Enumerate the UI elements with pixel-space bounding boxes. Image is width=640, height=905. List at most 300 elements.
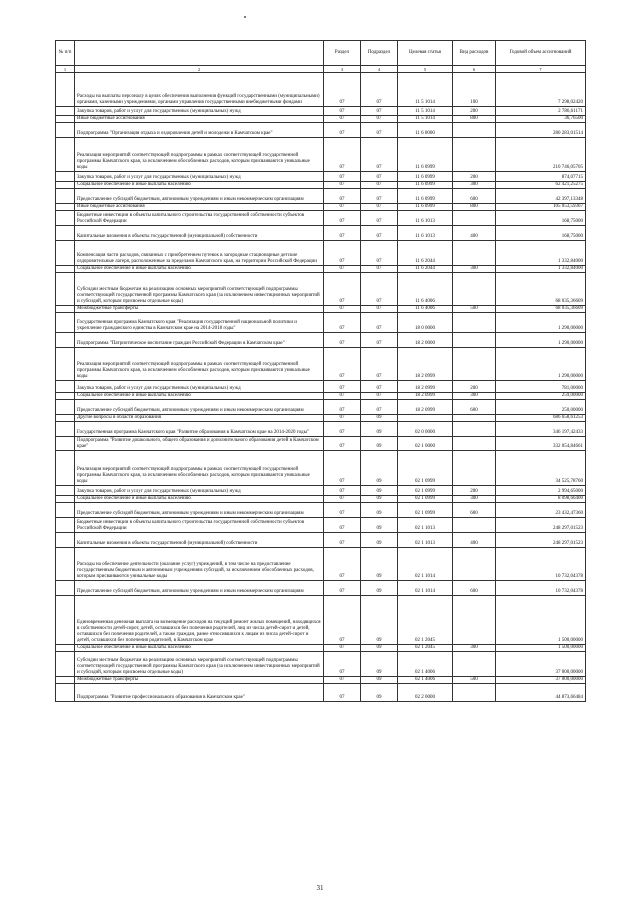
row-amount-cell: 248 297,01523 bbox=[496, 533, 586, 548]
table-row bbox=[56, 333, 586, 348]
row-name-cell: Предоставление субсидий бюджетным, автономным учреждениям и иным некоммерческим организациям bbox=[75, 400, 324, 415]
row-expense-type-cell bbox=[453, 241, 496, 266]
row-expense-type-cell: 400 bbox=[453, 533, 496, 548]
table-row bbox=[56, 116, 586, 123]
row-name-cell: Социальное обеспечение и иные выплаты населению bbox=[75, 393, 324, 400]
table-row bbox=[56, 503, 586, 518]
row-subsection-cell: 09 bbox=[361, 677, 398, 684]
row-expense-type-cell bbox=[453, 684, 496, 702]
row-amount-cell: 2 786,61171 bbox=[496, 107, 586, 116]
row-target-article-cell: 02 0 0000 bbox=[398, 422, 453, 437]
table-row bbox=[56, 381, 586, 393]
row-target-article-cell: 11 5 1014 bbox=[398, 73, 453, 107]
row-number-cell bbox=[56, 182, 75, 189]
table-row bbox=[56, 107, 586, 116]
row-number-cell bbox=[56, 684, 75, 702]
row-name-cell: Закупка товаров, работ и услуг для государственных (муниципальных) нужд bbox=[75, 172, 324, 182]
row-section-cell: 07 bbox=[324, 451, 361, 486]
row-amount-cell: 210 746,05705 bbox=[496, 138, 586, 172]
row-amount-cell: 68 035,36609 bbox=[496, 273, 586, 306]
table-row bbox=[56, 73, 586, 107]
row-subsection-cell: 07 bbox=[361, 333, 398, 348]
row-number-cell bbox=[56, 172, 75, 182]
row-name-cell: Предоставление субсидий бюджетным, автономным учреждениям и иным некоммерческим организациям bbox=[75, 581, 324, 596]
table-row bbox=[56, 393, 586, 400]
row-target-article-cell: 18 2 0999 bbox=[398, 348, 453, 381]
row-number-cell bbox=[56, 503, 75, 518]
row-section-cell: 07 bbox=[324, 73, 361, 107]
row-number-cell bbox=[56, 226, 75, 241]
row-expense-type-cell bbox=[453, 437, 496, 451]
row-amount-cell: 259,00000 bbox=[496, 393, 586, 400]
row-name-cell: Другие вопросы в области образования bbox=[75, 415, 324, 422]
row-amount-cell: 332 054,84661 bbox=[496, 437, 586, 451]
row-number-cell bbox=[56, 273, 75, 306]
row-section-cell: 07 bbox=[324, 415, 361, 422]
row-number-cell bbox=[56, 393, 75, 400]
row-expense-type-cell bbox=[453, 548, 496, 581]
row-name-cell: Подпрограмма "Патриотическое воспитание граждан Российской Федерации в Камчатском крае" bbox=[75, 333, 324, 348]
row-expense-type-cell: 600 bbox=[453, 189, 496, 204]
row-section-cell: 07 bbox=[324, 677, 361, 684]
row-amount-cell: 42 397,13348 bbox=[496, 189, 586, 204]
row-expense-type-cell: 600 bbox=[453, 503, 496, 518]
row-name-cell: Социальное обеспечение и иные выплаты населению bbox=[75, 645, 324, 652]
row-name-cell: Подпрограмма "Развитие профессионального образования в Камчатском крае" bbox=[75, 684, 324, 702]
row-amount-cell: 168,75000 bbox=[496, 211, 586, 226]
row-name-cell: Предоставление субсидий бюджетным, автономным учреждениям и иным некоммерческим организациям bbox=[75, 189, 324, 204]
row-expense-type-cell bbox=[453, 596, 496, 645]
row-section-cell: 07 bbox=[324, 381, 361, 393]
row-subsection-cell: 07 bbox=[361, 182, 398, 189]
row-number-cell bbox=[56, 596, 75, 645]
header-cell-name bbox=[75, 41, 324, 66]
row-section-cell: 07 bbox=[324, 226, 361, 241]
table-row bbox=[56, 422, 586, 437]
row-section-cell: 07 bbox=[324, 138, 361, 172]
row-subsection-cell: 07 bbox=[361, 172, 398, 182]
row-section-cell: 07 bbox=[324, 306, 361, 313]
row-target-article-cell: 11 6 0000 bbox=[398, 123, 453, 138]
row-target-article-cell: 02 1 2045 bbox=[398, 645, 453, 652]
row-target-article-cell: 02 1 0999 bbox=[398, 496, 453, 503]
row-target-article-cell: 02 1 1013 bbox=[398, 533, 453, 548]
row-subsection-cell: 07 bbox=[361, 400, 398, 415]
row-subsection-cell: 07 bbox=[361, 123, 398, 138]
row-subsection-cell: 09 bbox=[361, 503, 398, 518]
row-name-cell: Подпрограмма "Организация отдыха и оздоровления детей и молодежи в Камчатском крае" bbox=[75, 123, 324, 138]
table-row bbox=[56, 533, 586, 548]
row-subsection-cell: 09 bbox=[361, 581, 398, 596]
row-amount-cell: 781,00000 bbox=[496, 381, 586, 393]
row-section-cell: 07 bbox=[324, 652, 361, 677]
row-number-cell bbox=[56, 189, 75, 204]
row-expense-type-cell bbox=[453, 415, 496, 422]
row-section-cell: 07 bbox=[324, 333, 361, 348]
table-row bbox=[56, 684, 586, 702]
table-row bbox=[56, 677, 586, 684]
budget-table bbox=[55, 40, 586, 702]
row-subsection-cell: 09 bbox=[361, 684, 398, 702]
row-number-cell bbox=[56, 211, 75, 226]
row-amount-cell: 248 297,01523 bbox=[496, 518, 586, 533]
row-name-cell: Социальное обеспечение и иные выплаты населению bbox=[75, 496, 324, 503]
row-target-article-cell: 02 1 0999 bbox=[398, 486, 453, 496]
row-number-cell bbox=[56, 204, 75, 211]
row-expense-type-cell bbox=[453, 652, 496, 677]
row-section-cell: 07 bbox=[324, 241, 361, 266]
row-number-cell bbox=[56, 107, 75, 116]
row-subsection-cell: 09 bbox=[361, 533, 398, 548]
row-amount-cell: 1 290,00000 bbox=[496, 313, 586, 333]
table-row bbox=[56, 437, 586, 451]
row-subsection-cell: 07 bbox=[361, 189, 398, 204]
table-row bbox=[56, 645, 586, 652]
row-amount-cell: 37 000,00000 bbox=[496, 652, 586, 677]
row-amount-cell: 874,07715 bbox=[496, 172, 586, 182]
row-name-cell: Расходы на выплаты персоналу в целях обеспечения выполнения функций государственными (муниципальными) органами, казенными учреждениями, органами управления государственными внебюджетными фондами bbox=[75, 73, 324, 107]
row-name-cell: Социальное обеспечение и иные выплаты населению bbox=[75, 182, 324, 189]
row-section-cell: 07 bbox=[324, 211, 361, 226]
row-expense-type-cell bbox=[453, 123, 496, 138]
row-subsection-cell: 07 bbox=[361, 266, 398, 273]
row-name-cell: Капитальные вложения в объекты государственной (муниципальной) собственности bbox=[75, 226, 324, 241]
row-target-article-cell: 02 1 0999 bbox=[398, 503, 453, 518]
header-cell-section: Раздел bbox=[324, 41, 361, 66]
row-amount-cell: 250,00000 bbox=[496, 400, 586, 415]
row-target-article-cell: 11 5 1014 bbox=[398, 116, 453, 123]
row-subsection-cell: 07 bbox=[361, 211, 398, 226]
row-number-cell bbox=[56, 645, 75, 652]
table-row bbox=[56, 226, 586, 241]
row-amount-cell: 168,75000 bbox=[496, 226, 586, 241]
row-amount-cell: 37 000,00000 bbox=[496, 677, 586, 684]
row-number-cell bbox=[56, 652, 75, 677]
row-section-cell: 07 bbox=[324, 348, 361, 381]
row-section-cell: 07 bbox=[324, 486, 361, 496]
row-section-cell: 07 bbox=[324, 496, 361, 503]
column-number: 3 bbox=[324, 66, 361, 73]
row-name-cell: Реализация мероприятий соответствующей подпрограммы в рамках соответствующей государственной программы Камчатского края, за исключением обособленных расходов, которым присваиваются уникальные коды bbox=[75, 138, 324, 172]
row-amount-cell: 34 525,78760 bbox=[496, 451, 586, 486]
row-name-cell: Межбюджетные трансферты bbox=[75, 677, 324, 684]
table-row bbox=[56, 189, 586, 204]
row-expense-type-cell: 300 bbox=[453, 266, 496, 273]
row-name-cell: Субсидии местным бюджетам на реализацию основных мероприятий соответствующей подпрограммы соответствующей государственной программы Камчатского края (за исключением инвестиционных мероприятий и субсидий, которым присвоены отдельные коды) bbox=[75, 273, 324, 306]
row-subsection-cell: 07 bbox=[361, 226, 398, 241]
column-number-row bbox=[56, 66, 586, 73]
row-name-cell: Социальное обеспечение и иные выплаты населению bbox=[75, 266, 324, 273]
table-row bbox=[56, 548, 586, 581]
header-cell-target-article: Целевая статья bbox=[398, 41, 453, 66]
row-section-cell: 07 bbox=[324, 189, 361, 204]
row-name-cell: Межбюджетные трансферты bbox=[75, 306, 324, 313]
row-section-cell: 07 bbox=[324, 645, 361, 652]
row-amount-cell: 8 098,66400 bbox=[496, 496, 586, 503]
row-amount-cell: 1 290,00000 bbox=[496, 333, 586, 348]
column-number: 6 bbox=[453, 66, 496, 73]
row-number-cell bbox=[56, 548, 75, 581]
scan-mark bbox=[244, 16, 246, 18]
row-subsection-cell: 07 bbox=[361, 73, 398, 107]
row-target-article-cell: 18 2 0999 bbox=[398, 393, 453, 400]
row-subsection-cell: 07 bbox=[361, 107, 398, 116]
row-expense-type-cell: 800 bbox=[453, 204, 496, 211]
table-row bbox=[56, 138, 586, 172]
row-subsection-cell: 07 bbox=[361, 381, 398, 393]
row-amount-cell: 2 994,65000 bbox=[496, 486, 586, 496]
row-target-article-cell: 02 1 2045 bbox=[398, 596, 453, 645]
row-name-cell: Расходы на обеспечение деятельности (оказание услуг) учреждений, в том числе на предоставление государственным бюджетным и автономным учреждениям субсидий, за исключением обособленных расходов, которым присваиваются уникальные коды bbox=[75, 548, 324, 581]
row-section-cell: 07 bbox=[324, 107, 361, 116]
row-target-article-cell: 18 2 0999 bbox=[398, 381, 453, 393]
row-subsection-cell: 07 bbox=[361, 313, 398, 333]
row-expense-type-cell bbox=[453, 273, 496, 306]
row-target-article-cell: 02 1 4006 bbox=[398, 677, 453, 684]
row-expense-type-cell: 500 bbox=[453, 306, 496, 313]
row-amount-cell: 346 197,42433 bbox=[496, 422, 586, 437]
table-row bbox=[56, 496, 586, 503]
row-name-cell: Реализация мероприятий соответствующей подпрограммы в рамках соответствующей государственной программы Камчатского края, за исключением обособленных расходов, которым присваиваются уникальные коды bbox=[75, 348, 324, 381]
table-row bbox=[56, 451, 586, 486]
table-row bbox=[56, 313, 586, 333]
row-target-article-cell: 11 6 0999 bbox=[398, 189, 453, 204]
row-expense-type-cell: 200 bbox=[453, 381, 496, 393]
row-expense-type-cell: 600 bbox=[453, 581, 496, 596]
table-row bbox=[56, 241, 586, 266]
row-number-cell bbox=[56, 313, 75, 333]
row-number-cell bbox=[56, 241, 75, 266]
row-name-cell: Единовременная денежная выплата на возмещение расходов на текущий ремонт жилых помещений, находящихся в собственности детей-сирот, детей, оставшихся без попечения родителей, лиц из числа детей-сирот и детей, оставшихся без попечения родителей, а также граждан, ранее относившихся к лицам из числа детей-сирот и детей, оставшихся без попечения родителей, в Камчатском крае bbox=[75, 596, 324, 645]
row-number-cell bbox=[56, 422, 75, 437]
row-amount-cell: 10 732,04378 bbox=[496, 581, 586, 596]
row-expense-type-cell: 300 bbox=[453, 496, 496, 503]
row-subsection-cell: 07 bbox=[361, 348, 398, 381]
row-number-cell bbox=[56, 348, 75, 381]
table-row bbox=[56, 581, 586, 596]
row-section-cell: 07 bbox=[324, 393, 361, 400]
table-row bbox=[56, 182, 586, 189]
row-amount-cell: 1 332,84000 bbox=[496, 266, 586, 273]
row-expense-type-cell: 800 bbox=[453, 116, 496, 123]
row-target-article-cell: 11 6 2044 bbox=[398, 266, 453, 273]
row-target-article-cell: 02 2 0000 bbox=[398, 684, 453, 702]
row-subsection-cell: 07 bbox=[361, 393, 398, 400]
row-number-cell bbox=[56, 333, 75, 348]
row-name-cell: Бюджетные инвестиции в объекты капитального строительства государственной собственности субъектов Российской Федерации bbox=[75, 211, 324, 226]
row-target-article-cell: 11 6 1013 bbox=[398, 226, 453, 241]
row-subsection-cell: 09 bbox=[361, 486, 398, 496]
column-number: 5 bbox=[398, 66, 453, 73]
table-row bbox=[56, 266, 586, 273]
row-target-article-cell: 18 2 0000 bbox=[398, 333, 453, 348]
row-name-cell: Иные бюджетные ассигнования bbox=[75, 116, 324, 123]
table-body bbox=[56, 73, 586, 702]
row-name-cell: Бюджетные инвестиции в объекты капитального строительства государственной собственности субъектов Российской Федерации bbox=[75, 518, 324, 533]
row-number-cell bbox=[56, 123, 75, 138]
row-target-article-cell: 11 5 1014 bbox=[398, 107, 453, 116]
row-subsection-cell: 09 bbox=[361, 645, 398, 652]
row-section-cell: 07 bbox=[324, 266, 361, 273]
row-section-cell: 07 bbox=[324, 437, 361, 451]
row-expense-type-cell bbox=[453, 313, 496, 333]
column-number: 7 bbox=[496, 66, 586, 73]
row-expense-type-cell bbox=[453, 518, 496, 533]
row-expense-type-cell bbox=[453, 451, 496, 486]
row-expense-type-cell bbox=[453, 422, 496, 437]
row-subsection-cell: 09 bbox=[361, 437, 398, 451]
row-number-cell bbox=[56, 518, 75, 533]
row-number-cell bbox=[56, 306, 75, 313]
row-expense-type-cell: 600 bbox=[453, 400, 496, 415]
row-name-cell: Государственная программа Камчатского края "Реализация государственной национальной политики и укрепление гражданского единства в Камчатском крае на 2014-2018 годы" bbox=[75, 313, 324, 333]
row-amount-cell: 10 732,04378 bbox=[496, 548, 586, 581]
row-name-cell: Реализация мероприятий соответствующей подпрограммы в рамках соответствующей государственной программы Камчатского края, за исключением обособленных расходов, которым присваиваются уникальные коды bbox=[75, 451, 324, 486]
row-expense-type-cell: 300 bbox=[453, 182, 496, 189]
row-amount-cell: 280 283,01514 bbox=[496, 123, 586, 138]
row-number-cell bbox=[56, 486, 75, 496]
row-number-cell bbox=[56, 400, 75, 415]
row-target-article-cell: 02 1 1014 bbox=[398, 548, 453, 581]
header-cell-annual-volume: Годовой объем ассигнований bbox=[496, 41, 586, 66]
row-subsection-cell: 07 bbox=[361, 204, 398, 211]
row-target-article-cell: 18 2 0999 bbox=[398, 400, 453, 415]
row-amount-cell: 7 298,02420 bbox=[496, 73, 586, 107]
row-number-cell bbox=[56, 437, 75, 451]
row-name-cell: Закупка товаров, работ и услуг для государственных (муниципальных) нужд bbox=[75, 107, 324, 116]
row-expense-type-cell: 300 bbox=[453, 645, 496, 652]
row-target-article-cell: 11 6 0999 bbox=[398, 182, 453, 189]
row-number-cell bbox=[56, 266, 75, 273]
row-amount-cell: 1 500,00000 bbox=[496, 645, 586, 652]
row-section-cell: 07 bbox=[324, 182, 361, 189]
row-number-cell bbox=[56, 496, 75, 503]
table-row bbox=[56, 273, 586, 306]
table-row bbox=[56, 596, 586, 645]
table-row bbox=[56, 486, 586, 496]
column-number: 2 bbox=[75, 66, 324, 73]
row-section-cell: 07 bbox=[324, 172, 361, 182]
row-number-cell bbox=[56, 73, 75, 107]
column-number: 4 bbox=[361, 66, 398, 73]
row-section-cell: 07 bbox=[324, 518, 361, 533]
row-expense-type-cell: 500 bbox=[453, 677, 496, 684]
table-row bbox=[56, 400, 586, 415]
row-target-article-cell: 11 6 0999 bbox=[398, 204, 453, 211]
row-number-cell bbox=[56, 415, 75, 422]
row-subsection-cell: 07 bbox=[361, 241, 398, 266]
row-subsection-cell: 09 bbox=[361, 415, 398, 422]
row-amount-cell: 44 873,66484 bbox=[496, 684, 586, 702]
row-subsection-cell: 07 bbox=[361, 273, 398, 306]
table-row bbox=[56, 204, 586, 211]
row-number-cell bbox=[56, 138, 75, 172]
row-section-cell: 07 bbox=[324, 273, 361, 306]
row-name-cell: Предоставление субсидий бюджетным, автономным учреждениям и иным некоммерческим организациям bbox=[75, 503, 324, 518]
row-number-cell bbox=[56, 451, 75, 486]
table-row bbox=[56, 172, 586, 182]
header-cell-number: № п/п bbox=[56, 41, 75, 66]
row-subsection-cell: 09 bbox=[361, 422, 398, 437]
row-amount-cell: 105 053,59367 bbox=[496, 204, 586, 211]
row-amount-cell: 23 432,47360 bbox=[496, 503, 586, 518]
row-name-cell: Компенсация части расходов, связанных с приобретением путевок в загородные стационарные детские оздоровительные лагеря, расположенные за пределами Камчатского края, на территории Российской Федерации bbox=[75, 241, 324, 266]
table-row bbox=[56, 415, 586, 422]
row-number-cell bbox=[56, 677, 75, 684]
row-section-cell: 07 bbox=[324, 422, 361, 437]
row-expense-type-cell bbox=[453, 138, 496, 172]
row-section-cell: 07 bbox=[324, 503, 361, 518]
row-subsection-cell: 09 bbox=[361, 548, 398, 581]
table-row bbox=[56, 348, 586, 381]
table-row bbox=[56, 306, 586, 313]
row-number-cell bbox=[56, 581, 75, 596]
table-row bbox=[56, 211, 586, 226]
row-name-cell: Закупка товаров, работ и услуг для государственных (муниципальных) нужд bbox=[75, 486, 324, 496]
header-cell-subsection: Подраздел bbox=[361, 41, 398, 66]
row-expense-type-cell: 300 bbox=[453, 393, 496, 400]
row-number-cell bbox=[56, 116, 75, 123]
row-amount-cell: 1 332,84000 bbox=[496, 241, 586, 266]
row-subsection-cell: 09 bbox=[361, 451, 398, 486]
table-row bbox=[56, 518, 586, 533]
row-amount-cell: 36,76500 bbox=[496, 116, 586, 123]
row-expense-type-cell bbox=[453, 211, 496, 226]
table-header-row bbox=[56, 41, 586, 66]
row-amount-cell: 1 500,00000 bbox=[496, 596, 586, 645]
row-subsection-cell: 07 bbox=[361, 138, 398, 172]
row-section-cell: 07 bbox=[324, 123, 361, 138]
row-target-article-cell: 11 6 0999 bbox=[398, 172, 453, 182]
row-target-article-cell: 02 1 1014 bbox=[398, 581, 453, 596]
row-target-article-cell: 18 0 0000 bbox=[398, 313, 453, 333]
row-name-cell: Закупка товаров, работ и услуг для государственных (муниципальных) нужд bbox=[75, 381, 324, 393]
row-target-article-cell: 02 1 4006 bbox=[398, 652, 453, 677]
row-section-cell: 07 bbox=[324, 581, 361, 596]
row-subsection-cell: 09 bbox=[361, 518, 398, 533]
row-amount-cell: 62 421,25275 bbox=[496, 182, 586, 189]
row-name-cell: Иные бюджетные ассигнования bbox=[75, 204, 324, 211]
column-number: 1 bbox=[56, 66, 75, 73]
row-expense-type-cell: 100 bbox=[453, 73, 496, 107]
row-target-article-cell: 11 6 1013 bbox=[398, 211, 453, 226]
row-amount-cell: 68 035,36609 bbox=[496, 306, 586, 313]
page-number: 31 bbox=[316, 884, 324, 892]
row-section-cell: 07 bbox=[324, 204, 361, 211]
row-section-cell: 07 bbox=[324, 548, 361, 581]
row-section-cell: 07 bbox=[324, 684, 361, 702]
row-target-article-cell: 11 6 4006 bbox=[398, 273, 453, 306]
row-target-article-cell: 11 6 2044 bbox=[398, 241, 453, 266]
row-amount-cell: 686 658,61253 bbox=[496, 415, 586, 422]
row-expense-type-cell: 200 bbox=[453, 486, 496, 496]
row-target-article-cell: 02 1 0999 bbox=[398, 451, 453, 486]
row-section-cell: 07 bbox=[324, 116, 361, 123]
table-row bbox=[56, 652, 586, 677]
row-expense-type-cell: 200 bbox=[453, 107, 496, 116]
header-cell-expense-type: Вид расходов bbox=[453, 41, 496, 66]
row-target-article-cell: 11 6 0999 bbox=[398, 138, 453, 172]
row-amount-cell: 1 290,00000 bbox=[496, 348, 586, 381]
row-subsection-cell: 07 bbox=[361, 306, 398, 313]
row-name-cell: Государственная программа Камчатского края "Развитие образования в Камчатском крае на 2014-2020 годы" bbox=[75, 422, 324, 437]
row-expense-type-cell bbox=[453, 348, 496, 381]
row-subsection-cell: 07 bbox=[361, 116, 398, 123]
row-section-cell: 07 bbox=[324, 400, 361, 415]
row-subsection-cell: 09 bbox=[361, 496, 398, 503]
row-section-cell: 07 bbox=[324, 533, 361, 548]
row-name-cell: Подпрограмма "Развитие дошкольного, общего образования и дополнительного образования детей в Камчатском крае" bbox=[75, 437, 324, 451]
